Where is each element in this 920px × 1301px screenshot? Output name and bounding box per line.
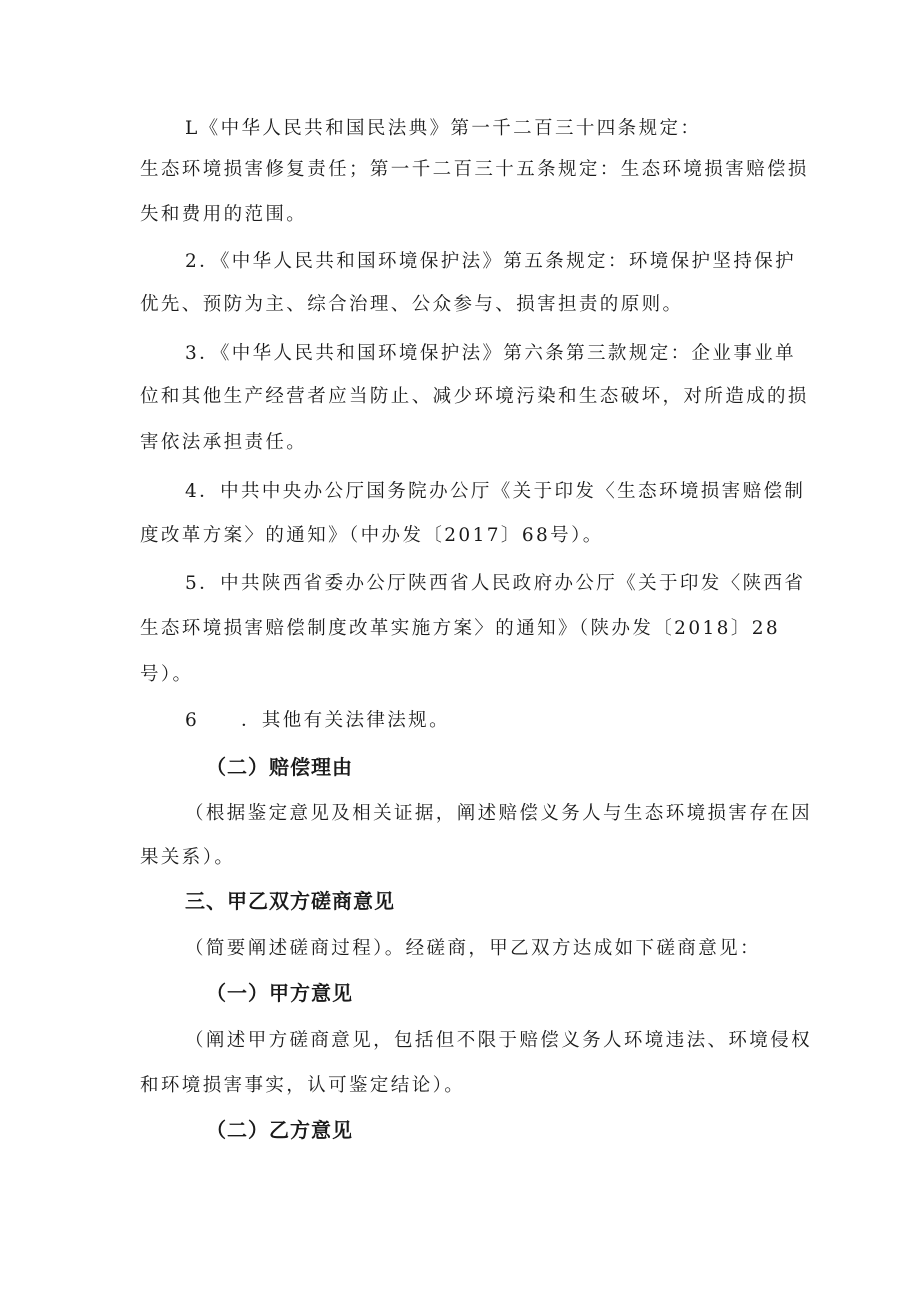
section-heading: 三、甲乙双方磋商意见 — [185, 889, 395, 913]
paragraph-line: （根据鉴定意见及相关证据，阐述赔偿义务人与生态环境损害存在因 — [185, 803, 813, 824]
paragraph-line: L《中华人民共和国民法典》第一千二百三十四条规定： — [185, 118, 702, 139]
paragraph-line: 失和费用的范围。 — [140, 204, 308, 225]
section-heading: （二）乙方意见 — [206, 1118, 353, 1142]
paragraph-line: 度改革方案〉的通知》（中办发〔2017〕68号）。 — [140, 525, 604, 546]
paragraph-line: 果关系）。 — [140, 847, 236, 868]
paragraph-line: （简要阐述磋商过程）。经磋商，甲乙双方达成如下磋商意见： — [185, 938, 761, 959]
paragraph-line: 优先、预防为主、综合治理、公众参与、损害担责的原则。 — [140, 294, 684, 315]
paragraph-line: 生态环境损害赔偿制度改革实施方案〉的通知》（陕办发〔2018〕28 — [140, 618, 781, 639]
paragraph-line: 号）。 — [140, 664, 194, 685]
paragraph-line: （阐述甲方磋商意见，包括但不限于赔偿义务人环境违法、环境侵权 — [185, 1030, 813, 1051]
section-heading: （二）赔偿理由 — [206, 755, 353, 779]
paragraph-line: 位和其他生产经营者应当防止、减少环境污染和生态破坏，对所造成的损 — [140, 386, 809, 407]
paragraph-line: 害依法承担责任。 — [140, 432, 308, 453]
paragraph-line: 生态环境损害修复责任；第一千二百三十五条规定：生态环境损害赔偿损 — [140, 159, 809, 180]
paragraph-line: 2．《中华人民共和国环境保护法》第五条规定：环境保护坚持保护 — [185, 251, 797, 272]
paragraph-line: 4．中共中央办公厅国务院办公厅《关于印发〈生态环境损害赔偿制 — [185, 481, 806, 502]
paragraph-line: 6 ．其他有关法律法规。 — [185, 710, 450, 731]
section-heading: （一）甲方意见 — [206, 981, 353, 1005]
paragraph-line: 和环境损害事实，认可鉴定结论）。 — [140, 1075, 466, 1096]
paragraph-line: 3．《中华人民共和国环境保护法》第六条第三款规定：企业事业单 — [185, 343, 797, 364]
paragraph-line: 5．中共陕西省委办公厅陕西省人民政府办公厅《关于印发〈陕西省 — [185, 573, 806, 594]
